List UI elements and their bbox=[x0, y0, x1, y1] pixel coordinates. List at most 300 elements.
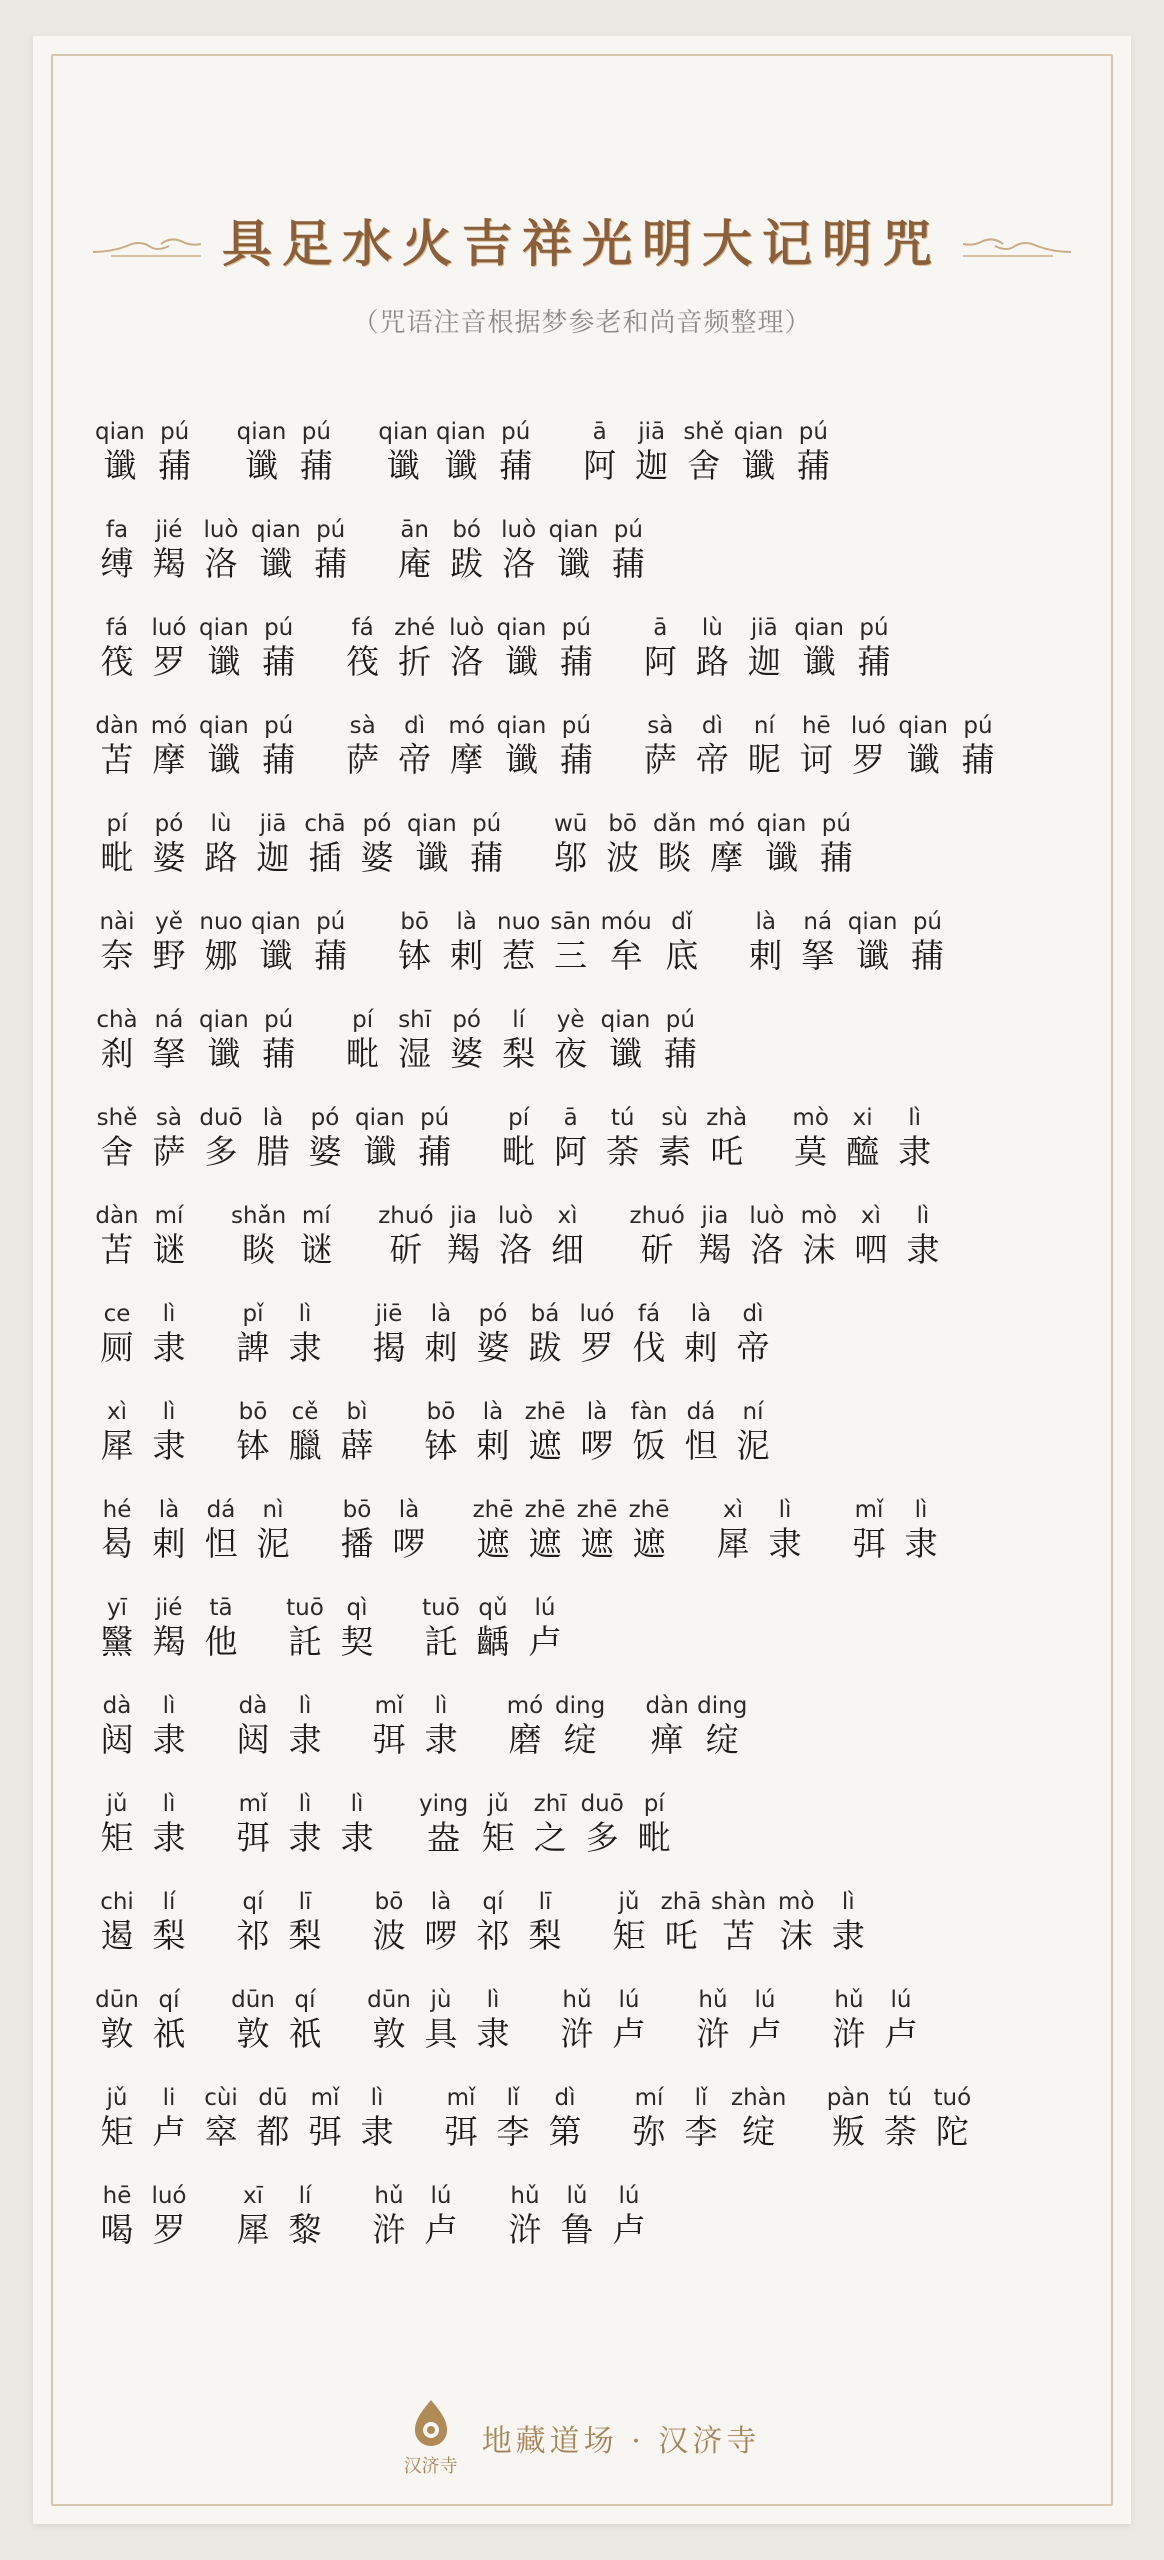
hanzi: 剌 bbox=[684, 1328, 718, 1367]
pinyin: qian bbox=[355, 1105, 405, 1131]
syllable bbox=[411, 1104, 459, 1172]
hanzi: 揭 bbox=[372, 1328, 406, 1367]
temple-logo bbox=[404, 2398, 458, 2478]
pinyin: lí bbox=[512, 1007, 526, 1033]
pinyin: luó bbox=[151, 2183, 187, 2209]
syllable bbox=[93, 1986, 141, 2054]
flame-seal-icon bbox=[411, 2398, 451, 2448]
pinyin: qian bbox=[407, 811, 457, 837]
pinyin: dì bbox=[701, 713, 723, 739]
chant-line bbox=[93, 1496, 1093, 1594]
hanzi: 伐 bbox=[632, 1328, 666, 1367]
chant-phrase bbox=[636, 614, 898, 682]
syllable bbox=[93, 2182, 141, 2250]
hanzi: 第 bbox=[548, 2112, 582, 2151]
chant-phrase bbox=[365, 1300, 777, 1368]
syllable bbox=[492, 418, 540, 486]
syllable bbox=[353, 1104, 407, 1172]
syllable bbox=[792, 712, 840, 780]
syllable bbox=[145, 1496, 193, 1564]
chant-phrase bbox=[495, 1104, 751, 1172]
hanzi: 臘 bbox=[288, 1426, 322, 1465]
syllable bbox=[643, 1692, 691, 1760]
pinyin: lì bbox=[298, 1301, 312, 1327]
hanzi: 剌 bbox=[476, 1426, 510, 1465]
pinyin: móu bbox=[600, 909, 652, 935]
hanzi: 託 bbox=[288, 1622, 322, 1661]
hanzi: 娜 bbox=[204, 936, 238, 975]
hanzi: 剌 bbox=[749, 936, 783, 975]
hanzi: 怛 bbox=[204, 1524, 238, 1563]
syllable bbox=[93, 1790, 141, 1858]
syllable bbox=[812, 810, 860, 878]
hanzi: 隶 bbox=[906, 1230, 940, 1269]
chant-line bbox=[93, 614, 1093, 712]
pinyin: bá bbox=[530, 1301, 560, 1327]
pinyin: qian bbox=[199, 615, 249, 641]
syllable bbox=[93, 712, 141, 780]
chant-phrase bbox=[547, 810, 861, 878]
pinyin: bō bbox=[400, 909, 429, 935]
hanzi: 摩 bbox=[710, 838, 744, 877]
hanzi: 具 bbox=[424, 2014, 458, 2053]
pinyin: ding bbox=[697, 1693, 748, 1719]
pinyin: pú bbox=[264, 615, 294, 641]
hanzi: 刹 bbox=[100, 1034, 134, 1073]
chant-phrase bbox=[229, 1888, 329, 1956]
hanzi: 蒱 bbox=[262, 740, 296, 779]
hanzi: 阿 bbox=[554, 1132, 588, 1171]
syllable bbox=[443, 516, 491, 584]
chant-phrase bbox=[93, 1300, 193, 1368]
chant-phrase bbox=[93, 1496, 297, 1564]
syllable bbox=[292, 418, 340, 486]
hanzi: 蒱 bbox=[499, 446, 533, 485]
pinyin: sà bbox=[647, 713, 674, 739]
hanzi: 饭 bbox=[632, 1426, 666, 1465]
hanzi: 蒱 bbox=[314, 544, 348, 583]
syllable bbox=[625, 1496, 673, 1564]
hanzi: 谶 bbox=[207, 740, 241, 779]
hanzi: 谶 bbox=[245, 446, 278, 485]
pinyin: mǐ bbox=[310, 2085, 340, 2111]
syllable bbox=[628, 418, 676, 486]
pinyin: wū bbox=[553, 811, 588, 837]
pinyin: mó bbox=[448, 713, 485, 739]
syllable bbox=[599, 810, 647, 878]
pinyin: shī bbox=[398, 1007, 432, 1033]
syllable bbox=[249, 2084, 297, 2152]
pinyin: pí bbox=[352, 1007, 374, 1033]
pinyin: dì bbox=[742, 1301, 764, 1327]
pinyin: chi bbox=[100, 1889, 134, 1915]
syllable bbox=[93, 1006, 141, 1074]
syllable bbox=[145, 1300, 193, 1368]
pinyin: tā bbox=[209, 1595, 233, 1621]
hanzi: 婆 bbox=[476, 1328, 510, 1367]
hanzi: 敦 bbox=[236, 2014, 270, 2053]
pinyin: dá bbox=[686, 1399, 716, 1425]
chant-phrase bbox=[469, 1496, 673, 1564]
syllable bbox=[145, 1790, 193, 1858]
hanzi: 婆 bbox=[360, 838, 394, 877]
pinyin: zhī bbox=[533, 1791, 567, 1817]
hanzi: 罗 bbox=[580, 1328, 614, 1367]
hanzi: 醯 bbox=[846, 1132, 880, 1171]
pinyin: hǔ bbox=[698, 1987, 728, 2013]
pinyin: qian bbox=[236, 419, 287, 445]
pinyin: lǐ bbox=[694, 2085, 708, 2111]
pinyin: zhē bbox=[472, 1497, 514, 1523]
pinyin: pàn bbox=[826, 2085, 870, 2111]
syllable bbox=[417, 1986, 465, 2054]
syllable bbox=[469, 1398, 517, 1466]
hanzi: 缚 bbox=[100, 544, 134, 583]
hanzi: 沫 bbox=[779, 1916, 813, 1955]
pinyin: dàn bbox=[95, 713, 139, 739]
pinyin: lú bbox=[754, 1987, 776, 2013]
hanzi: 梨 bbox=[528, 1916, 562, 1955]
hanzi: 矩 bbox=[481, 1818, 515, 1857]
pinyin: nài bbox=[99, 909, 135, 935]
hanzi: 三 bbox=[554, 936, 588, 975]
pinyin: mó bbox=[506, 1693, 544, 1719]
chant-phrase bbox=[339, 614, 601, 682]
pinyin: tú bbox=[888, 2085, 913, 2111]
pinyin: lǐ bbox=[506, 2085, 520, 2111]
syllable bbox=[824, 2084, 872, 2152]
syllable bbox=[680, 418, 728, 486]
syllable bbox=[573, 1496, 621, 1564]
hanzi: 洛 bbox=[502, 544, 536, 583]
syllable bbox=[625, 1300, 673, 1368]
hanzi: 隶 bbox=[152, 1818, 186, 1857]
syllable bbox=[281, 1300, 329, 1368]
chant-phrase bbox=[93, 516, 355, 584]
syllable bbox=[93, 1300, 141, 1368]
hanzi: 苫 bbox=[100, 740, 134, 779]
hanzi: 毗 bbox=[637, 1818, 671, 1857]
pinyin: qí bbox=[242, 1889, 264, 1915]
pinyin: pú bbox=[613, 517, 643, 543]
syllable bbox=[954, 712, 1002, 780]
syllable bbox=[145, 1202, 193, 1270]
pinyin: qian bbox=[898, 713, 949, 739]
chant-phrase bbox=[391, 908, 706, 976]
hanzi: 梨 bbox=[152, 1916, 186, 1955]
hanzi: 曷 bbox=[100, 1524, 134, 1563]
chant-phrase bbox=[742, 908, 952, 976]
syllable bbox=[145, 712, 193, 780]
hanzi: 波 bbox=[372, 1916, 406, 1955]
syllable bbox=[197, 712, 251, 780]
syllable bbox=[495, 1006, 543, 1074]
syllable bbox=[353, 2084, 401, 2152]
syllable bbox=[443, 1006, 491, 1074]
pinyin: hǔ bbox=[834, 1987, 864, 2013]
hanzi: 李 bbox=[684, 2112, 718, 2151]
pinyin: xì bbox=[557, 1203, 578, 1229]
pinyin: jǔ bbox=[106, 1791, 128, 1817]
hanzi: 浒 bbox=[832, 2014, 866, 2053]
chant-phrase bbox=[93, 1888, 193, 1956]
pinyin: qian bbox=[794, 615, 845, 641]
syllable bbox=[845, 1496, 893, 1564]
hanzi: 蒱 bbox=[262, 1034, 296, 1073]
hanzi: 蒱 bbox=[796, 446, 830, 485]
syllable bbox=[255, 1006, 303, 1074]
syllable bbox=[772, 1888, 820, 1956]
syllable bbox=[876, 2084, 924, 2152]
pinyin: yè bbox=[556, 1007, 585, 1033]
hanzi: 薜 bbox=[340, 1426, 374, 1465]
pinyin: hǔ bbox=[374, 2183, 404, 2209]
pinyin: lì bbox=[162, 1693, 176, 1719]
hanzi: 隶 bbox=[476, 2014, 510, 2053]
hanzi: 萨 bbox=[346, 740, 380, 779]
syllable bbox=[469, 1496, 517, 1564]
syllable bbox=[495, 516, 543, 584]
pinyin: ná bbox=[154, 1007, 184, 1033]
hanzi: 啰 bbox=[580, 1426, 614, 1465]
hanzi: 邬 bbox=[554, 838, 588, 877]
hanzi: 洛 bbox=[750, 1230, 784, 1269]
pinyin: lì bbox=[486, 1987, 500, 2013]
hanzi: 蒱 bbox=[961, 740, 995, 779]
pinyin: mí bbox=[154, 1203, 184, 1229]
syllable bbox=[229, 2182, 277, 2250]
chant-line bbox=[93, 1006, 1093, 1104]
pinyin: lì bbox=[778, 1497, 792, 1523]
chant-line bbox=[93, 1692, 1093, 1790]
syllable bbox=[391, 1006, 439, 1074]
syllable bbox=[795, 1202, 843, 1270]
pinyin: ná bbox=[803, 909, 833, 935]
syllable bbox=[197, 908, 245, 976]
chant-phrase bbox=[93, 418, 199, 486]
chant-line bbox=[93, 418, 1093, 516]
pinyin: pú bbox=[160, 419, 190, 445]
hanzi: 细 bbox=[551, 1230, 585, 1269]
pinyin: pó bbox=[478, 1301, 508, 1327]
pinyin: nì bbox=[262, 1497, 284, 1523]
pinyin: luó bbox=[579, 1301, 615, 1327]
pinyin: qian bbox=[95, 419, 145, 445]
hanzi: 昵 bbox=[747, 740, 781, 779]
hanzi: 谶 bbox=[557, 544, 590, 583]
chant-phrase bbox=[376, 418, 539, 486]
syllable bbox=[229, 1986, 277, 2054]
hanzi: 谶 bbox=[444, 446, 478, 485]
pinyin: dà bbox=[238, 1693, 268, 1719]
hanzi: 矩 bbox=[612, 1916, 646, 1955]
pinyin: sà bbox=[155, 1105, 183, 1131]
hanzi: 隶 bbox=[340, 1818, 374, 1857]
syllable bbox=[145, 2084, 193, 2152]
pinyin: shǎn bbox=[231, 1203, 287, 1229]
syllable bbox=[307, 516, 355, 584]
hanzi: 浒 bbox=[508, 2210, 542, 2249]
pinyin: qí bbox=[294, 1987, 316, 2013]
syllable bbox=[440, 1202, 488, 1270]
hanzi: 夜 bbox=[554, 1034, 588, 1073]
syllable bbox=[443, 614, 491, 682]
pinyin: zhē bbox=[524, 1497, 566, 1523]
hanzi: 李 bbox=[496, 2112, 530, 2151]
pinyin: shě bbox=[683, 419, 725, 445]
hanzi: 卢 bbox=[612, 2210, 646, 2249]
syllable bbox=[789, 418, 837, 486]
syllable bbox=[896, 712, 950, 780]
pinyin: lú bbox=[890, 1987, 912, 2013]
syllable bbox=[703, 810, 751, 878]
syllable bbox=[605, 1888, 653, 1956]
pinyin: qian bbox=[251, 517, 301, 543]
pinyin: dǐ bbox=[671, 909, 693, 935]
pinyin: sān bbox=[550, 909, 591, 935]
chant-line bbox=[93, 712, 1093, 810]
hanzi: 鲁 bbox=[560, 2210, 594, 2249]
syllable bbox=[651, 1104, 699, 1172]
syllable bbox=[732, 418, 786, 486]
hanzi: 绽 bbox=[705, 1720, 739, 1759]
hanzi: 隶 bbox=[152, 1328, 186, 1367]
pinyin: lī bbox=[298, 1889, 312, 1915]
hanzi: 毗 bbox=[346, 1034, 380, 1073]
syllable bbox=[197, 516, 245, 584]
hanzi: 谶 bbox=[363, 1132, 397, 1171]
pinyin: là bbox=[690, 1301, 712, 1327]
syllable bbox=[145, 810, 193, 878]
syllable bbox=[417, 1398, 465, 1466]
syllable bbox=[281, 1398, 329, 1466]
syllable bbox=[651, 810, 699, 878]
syllable bbox=[229, 1202, 288, 1270]
syllable bbox=[521, 1300, 569, 1368]
hanzi: 弭 bbox=[444, 2112, 478, 2151]
syllable bbox=[443, 712, 491, 780]
pinyin: mó bbox=[150, 713, 188, 739]
chant-phrase bbox=[229, 1202, 340, 1270]
pinyin: pú bbox=[912, 909, 942, 935]
syllable bbox=[235, 418, 289, 486]
syllable bbox=[469, 1888, 517, 1956]
chant-phrase bbox=[93, 1692, 193, 1760]
pinyin: bō bbox=[342, 1497, 372, 1523]
pinyin: pú bbox=[420, 1105, 450, 1131]
syllable bbox=[469, 1986, 517, 2054]
hanzi: 蒱 bbox=[314, 936, 348, 975]
syllable bbox=[301, 1104, 349, 1172]
hanzi: 隶 bbox=[768, 1524, 802, 1563]
pinyin: hǔ bbox=[510, 2183, 540, 2209]
hanzi: 遮 bbox=[528, 1426, 562, 1465]
syllable bbox=[145, 1594, 193, 1662]
pinyin: cě bbox=[291, 1399, 319, 1425]
chant-line bbox=[93, 516, 1093, 614]
syllable bbox=[197, 1496, 245, 1564]
chant-line bbox=[93, 1986, 1093, 2084]
syllable bbox=[657, 1888, 705, 1956]
chant-phrase bbox=[365, 1692, 465, 1760]
pinyin: là bbox=[430, 1889, 452, 1915]
hanzi: 吒 bbox=[710, 1132, 744, 1171]
pinyin: jù bbox=[430, 1987, 452, 2013]
hanzi: 蒱 bbox=[819, 838, 853, 877]
pinyin: là bbox=[755, 909, 776, 935]
hanzi: 谜 bbox=[152, 1230, 186, 1269]
hanzi: 谶 bbox=[415, 838, 449, 877]
pinyin: xì bbox=[722, 1497, 743, 1523]
syllable bbox=[605, 2182, 653, 2250]
syllable bbox=[903, 908, 951, 976]
chant-line bbox=[93, 1888, 1093, 1986]
chant-phrase bbox=[553, 1986, 653, 2054]
chant-phrase bbox=[93, 1104, 459, 1172]
chant-phrase bbox=[333, 1496, 433, 1564]
syllable bbox=[339, 614, 387, 682]
hanzi: 卢 bbox=[612, 2014, 646, 2053]
hanzi: 绽 bbox=[563, 1720, 597, 1759]
hanzi: 卢 bbox=[152, 2112, 186, 2151]
hanzi: 隶 bbox=[152, 1426, 186, 1465]
syllable bbox=[249, 908, 303, 976]
hanzi: 之 bbox=[533, 1818, 567, 1857]
syllable bbox=[417, 1888, 465, 1956]
syllable bbox=[605, 1986, 653, 2054]
pinyin: là bbox=[158, 1497, 180, 1523]
chant-phrase bbox=[376, 1202, 591, 1270]
pinyin: tuō bbox=[422, 1595, 460, 1621]
syllable bbox=[376, 418, 430, 486]
syllable bbox=[628, 1202, 687, 1270]
syllable bbox=[688, 614, 736, 682]
hanzi: 蒱 bbox=[611, 544, 645, 583]
syllable bbox=[709, 1888, 768, 1956]
hanzi: 羯 bbox=[152, 544, 186, 583]
hanzi: 婆 bbox=[308, 1132, 342, 1171]
chant-line bbox=[93, 1104, 1093, 1202]
hanzi: 婆 bbox=[450, 1034, 484, 1073]
hanzi: 毗 bbox=[100, 838, 134, 877]
syllable bbox=[599, 1104, 647, 1172]
pinyin: là bbox=[262, 1105, 284, 1131]
syllable bbox=[391, 712, 439, 780]
pinyin: pǐ bbox=[242, 1301, 264, 1327]
footer bbox=[33, 2398, 1131, 2478]
pinyin: ní bbox=[742, 1399, 764, 1425]
syllable bbox=[709, 1496, 757, 1564]
chant-phrase bbox=[365, 2182, 465, 2250]
syllable bbox=[578, 1790, 626, 1858]
syllable bbox=[599, 1006, 653, 1074]
syllable bbox=[741, 1986, 789, 2054]
syllable bbox=[417, 2182, 465, 2250]
syllable bbox=[339, 712, 387, 780]
hanzi: 庵 bbox=[398, 544, 432, 583]
syllable bbox=[463, 810, 511, 878]
hanzi: 素 bbox=[658, 1132, 692, 1171]
chant-phrase bbox=[643, 1692, 749, 1760]
chant-phrase bbox=[636, 712, 1002, 780]
syllable bbox=[301, 2084, 349, 2152]
syllable bbox=[742, 908, 790, 976]
hanzi: 契 bbox=[340, 1622, 374, 1661]
page-subtitle: （咒语注音根据梦参老和尚音频整理） bbox=[352, 308, 812, 338]
syllable bbox=[839, 1104, 887, 1172]
syllable bbox=[145, 614, 193, 682]
hanzi: 隶 bbox=[898, 1132, 932, 1171]
